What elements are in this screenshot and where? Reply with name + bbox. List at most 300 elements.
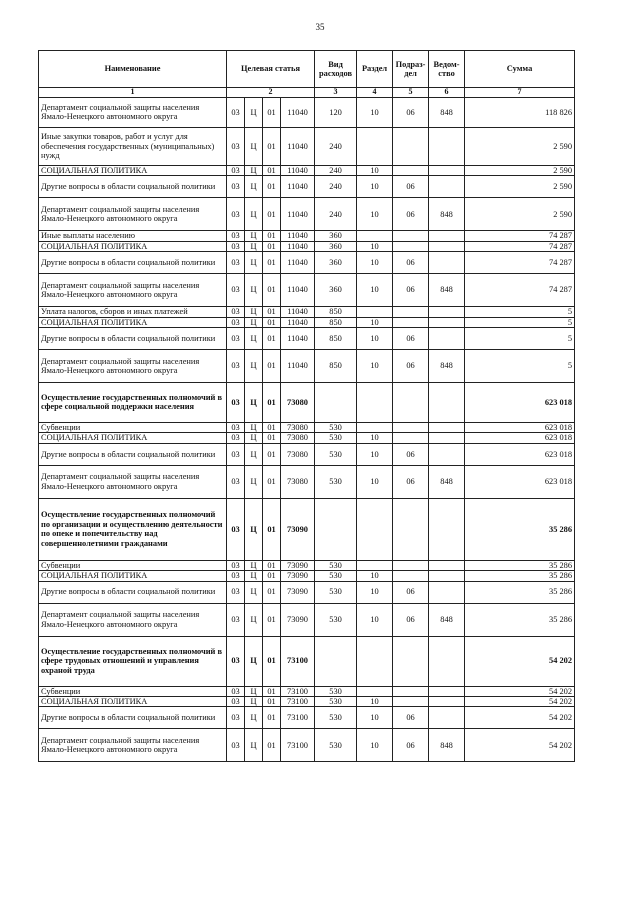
cell-target-letter: Ц [245,307,263,317]
cell-section: 10 [357,603,393,636]
cell-subsection: 06 [393,581,429,603]
cell-department [429,327,465,349]
cell-target-code: 11040 [281,252,315,274]
cell-department [429,231,465,241]
cell-target-subprogram: 01 [263,241,281,251]
header-department: Ведом-ство [429,51,465,88]
cell-target-program: 03 [227,176,245,198]
table-row [39,176,575,198]
cell-expense-type: 530 [315,697,357,707]
cell-target-code: 73090 [281,603,315,636]
cell-target-program: 03 [227,433,245,443]
cell-target-program: 03 [227,686,245,696]
cell-department [429,636,465,686]
cell-department [429,382,465,422]
cell-department: 848 [429,198,465,231]
cell-target-program: 03 [227,317,245,327]
header-name: Наименование [39,51,227,88]
cell-department [429,252,465,274]
cell-section [357,307,393,317]
cell-name: Другие вопросы в области социальной политики [39,581,227,603]
table-row [39,729,575,762]
cell-target-program: 03 [227,241,245,251]
budget-table [38,50,575,762]
cell-target-letter: Ц [245,697,263,707]
cell-target-code: 73080 [281,433,315,443]
cell-amount: 35 286 [465,560,575,570]
cell-subsection [393,241,429,251]
cell-target-program: 03 [227,307,245,317]
cell-name: Осуществление государственных полномочий в сфере социальной поддержки населения [39,382,227,422]
cell-target-letter: Ц [245,252,263,274]
cell-expense-type: 850 [315,349,357,382]
cell-target-code: 11040 [281,127,315,165]
cell-section: 10 [357,433,393,443]
cell-section [357,231,393,241]
cell-expense-type: 360 [315,231,357,241]
cell-target-subprogram: 01 [263,165,281,175]
cell-target-letter: Ц [245,97,263,127]
cell-subsection [393,307,429,317]
cell-amount: 74 287 [465,274,575,307]
cell-target-subprogram: 01 [263,274,281,307]
cell-target-letter: Ц [245,729,263,762]
cell-subsection: 06 [393,465,429,498]
table-row [39,443,575,465]
cell-amount: 35 286 [465,581,575,603]
header-expense-type: Вид расходов [315,51,357,88]
cell-target-code: 73100 [281,729,315,762]
cell-amount: 5 [465,317,575,327]
cell-expense-type: 850 [315,307,357,317]
cell-target-letter: Ц [245,127,263,165]
table-row [39,686,575,696]
cell-subsection: 06 [393,707,429,729]
cell-section: 10 [357,165,393,175]
column-number-row [39,88,575,98]
cell-target-program: 03 [227,707,245,729]
cell-target-code: 11040 [281,198,315,231]
table-row [39,581,575,603]
cell-name: Департамент социальной защиты населения Ямало-Ненецкого автономного округа [39,349,227,382]
cell-target-letter: Ц [245,231,263,241]
table-row [39,327,575,349]
cell-name: Другие вопросы в области социальной политики [39,252,227,274]
cell-amount: 74 287 [465,231,575,241]
cell-target-program: 03 [227,498,245,560]
table-row [39,127,575,165]
table-row [39,165,575,175]
cell-target-letter: Ц [245,443,263,465]
cell-section: 10 [357,729,393,762]
cell-name: СОЦИАЛЬНАЯ ПОЛИТИКА [39,317,227,327]
cell-department [429,307,465,317]
cell-target-program: 03 [227,349,245,382]
cell-subsection: 06 [393,603,429,636]
cell-target-code: 73080 [281,465,315,498]
cell-expense-type: 850 [315,317,357,327]
cell-section [357,686,393,696]
cell-expense-type: 360 [315,241,357,251]
cell-name: Департамент социальной защиты населения Ямало-Ненецкого автономного округа [39,97,227,127]
cell-subsection [393,317,429,327]
cell-section [357,636,393,686]
table-row [39,241,575,251]
table-row [39,560,575,570]
cell-expense-type: 360 [315,274,357,307]
cell-name: Другие вопросы в области социальной политики [39,707,227,729]
cell-subsection: 06 [393,97,429,127]
cell-target-subprogram: 01 [263,231,281,241]
cell-target-program: 03 [227,274,245,307]
cell-target-program: 03 [227,198,245,231]
cell-section: 10 [357,443,393,465]
cell-expense-type: 240 [315,165,357,175]
cell-section: 10 [357,241,393,251]
cell-department [429,581,465,603]
column-number: 7 [465,88,575,98]
cell-target-code: 11040 [281,307,315,317]
cell-target-program: 03 [227,252,245,274]
cell-target-letter: Ц [245,636,263,686]
cell-department [429,697,465,707]
cell-section: 10 [357,198,393,231]
cell-expense-type [315,382,357,422]
cell-expense-type: 240 [315,198,357,231]
cell-target-program: 03 [227,97,245,127]
table-row [39,636,575,686]
cell-subsection: 06 [393,176,429,198]
cell-target-program: 03 [227,571,245,581]
cell-target-letter: Ц [245,433,263,443]
cell-expense-type: 530 [315,465,357,498]
cell-target-letter: Ц [245,581,263,603]
cell-amount: 118 826 [465,97,575,127]
table-row [39,307,575,317]
cell-name: Иные закупки товаров, работ и услуг для обеспечения государственных (муниципальных) нужд [39,127,227,165]
column-number: 5 [393,88,429,98]
cell-target-program: 03 [227,327,245,349]
cell-target-code: 73090 [281,581,315,603]
cell-subsection: 06 [393,443,429,465]
cell-target-letter: Ц [245,198,263,231]
table-row [39,571,575,581]
header-amount: Сумма [465,51,575,88]
cell-section: 10 [357,571,393,581]
cell-target-letter: Ц [245,498,263,560]
cell-target-code: 11040 [281,165,315,175]
cell-target-code: 73100 [281,707,315,729]
cell-department [429,686,465,696]
cell-target-program: 03 [227,465,245,498]
cell-section: 10 [357,97,393,127]
cell-expense-type: 530 [315,443,357,465]
cell-target-code: 11040 [281,241,315,251]
cell-subsection [393,571,429,581]
cell-amount: 74 287 [465,241,575,251]
table-row [39,274,575,307]
table-row [39,707,575,729]
cell-subsection: 06 [393,327,429,349]
cell-target-letter: Ц [245,465,263,498]
cell-amount: 74 287 [465,252,575,274]
cell-target-code: 73100 [281,636,315,686]
cell-name: Другие вопросы в области социальной политики [39,327,227,349]
cell-target-subprogram: 01 [263,498,281,560]
table-row [39,317,575,327]
cell-amount: 5 [465,327,575,349]
cell-section [357,422,393,432]
cell-target-letter: Ц [245,382,263,422]
cell-subsection [393,498,429,560]
cell-section: 10 [357,697,393,707]
cell-target-code: 11040 [281,231,315,241]
cell-name: Департамент социальной защиты населения Ямало-Ненецкого автономного округа [39,729,227,762]
cell-name: Департамент социальной защиты населения Ямало-Ненецкого автономного округа [39,465,227,498]
cell-target-subprogram: 01 [263,327,281,349]
cell-section: 10 [357,176,393,198]
cell-name: Департамент социальной защиты населения Ямало-Ненецкого автономного округа [39,274,227,307]
cell-expense-type [315,636,357,686]
cell-expense-type: 850 [315,327,357,349]
cell-subsection [393,697,429,707]
column-number: 1 [39,88,227,98]
cell-target-subprogram: 01 [263,560,281,570]
cell-target-subprogram: 01 [263,603,281,636]
cell-section: 10 [357,581,393,603]
cell-target-code: 73090 [281,560,315,570]
cell-amount: 54 202 [465,686,575,696]
cell-amount: 5 [465,307,575,317]
cell-target-subprogram: 01 [263,581,281,603]
cell-department [429,560,465,570]
cell-name: Субвенции [39,686,227,696]
table-row [39,603,575,636]
cell-target-code: 73080 [281,443,315,465]
column-number: 2 [227,88,315,98]
cell-department [429,498,465,560]
cell-name: Осуществление государственных полномочий в сфере трудовых отношений и управления охраной труда [39,636,227,686]
cell-department: 848 [429,465,465,498]
cell-amount: 623 018 [465,382,575,422]
cell-subsection [393,231,429,241]
cell-target-program: 03 [227,127,245,165]
cell-subsection [393,165,429,175]
header-section: Раздел [357,51,393,88]
cell-name: СОЦИАЛЬНАЯ ПОЛИТИКА [39,241,227,251]
cell-department [429,571,465,581]
cell-department: 848 [429,97,465,127]
cell-target-letter: Ц [245,241,263,251]
table-row [39,465,575,498]
cell-department [429,176,465,198]
cell-name: Другие вопросы в области социальной политики [39,176,227,198]
cell-target-subprogram: 01 [263,571,281,581]
cell-target-code: 73090 [281,571,315,581]
cell-amount: 54 202 [465,729,575,762]
cell-target-program: 03 [227,443,245,465]
cell-target-code: 11040 [281,349,315,382]
cell-department: 848 [429,603,465,636]
cell-target-subprogram: 01 [263,252,281,274]
table-row [39,97,575,127]
cell-expense-type: 530 [315,560,357,570]
cell-subsection [393,636,429,686]
cell-target-program: 03 [227,636,245,686]
cell-amount: 623 018 [465,443,575,465]
cell-subsection [393,422,429,432]
cell-target-program: 03 [227,729,245,762]
cell-department: 848 [429,729,465,762]
cell-target-letter: Ц [245,176,263,198]
cell-section: 10 [357,252,393,274]
table-row [39,198,575,231]
cell-subsection: 06 [393,252,429,274]
cell-amount: 623 018 [465,465,575,498]
cell-target-program: 03 [227,697,245,707]
cell-target-code: 73100 [281,697,315,707]
cell-target-letter: Ц [245,349,263,382]
cell-department [429,433,465,443]
cell-name: Иные выплаты населению [39,231,227,241]
cell-target-program: 03 [227,603,245,636]
cell-amount: 623 018 [465,433,575,443]
cell-expense-type [315,498,357,560]
cell-target-letter: Ц [245,165,263,175]
header-row [39,51,575,88]
cell-target-subprogram: 01 [263,636,281,686]
cell-expense-type: 530 [315,707,357,729]
cell-section [357,498,393,560]
cell-section: 10 [357,349,393,382]
cell-target-code: 11040 [281,327,315,349]
cell-target-letter: Ц [245,560,263,570]
cell-expense-type: 530 [315,729,357,762]
column-number: 6 [429,88,465,98]
table-row [39,498,575,560]
cell-target-code: 73100 [281,686,315,696]
cell-target-code: 73090 [281,498,315,560]
cell-department [429,422,465,432]
cell-amount: 54 202 [465,697,575,707]
cell-subsection [393,560,429,570]
cell-target-subprogram: 01 [263,307,281,317]
cell-expense-type: 120 [315,97,357,127]
cell-target-subprogram: 01 [263,382,281,422]
cell-target-program: 03 [227,231,245,241]
table-body [39,97,575,761]
table-row [39,349,575,382]
cell-amount: 35 286 [465,571,575,581]
cell-target-subprogram: 01 [263,349,281,382]
cell-section: 10 [357,465,393,498]
cell-target-subprogram: 01 [263,198,281,231]
table-row [39,231,575,241]
cell-target-letter: Ц [245,686,263,696]
column-number: 4 [357,88,393,98]
cell-section: 10 [357,707,393,729]
cell-amount: 2 590 [465,176,575,198]
cell-subsection [393,686,429,696]
cell-name: Осуществление государственных полномочий по организации и осуществлению деятельности по опеке и попечительству над совершеннолетними гражданами [39,498,227,560]
cell-target-program: 03 [227,165,245,175]
cell-amount: 623 018 [465,422,575,432]
cell-department: 848 [429,274,465,307]
cell-subsection [393,382,429,422]
cell-target-subprogram: 01 [263,127,281,165]
cell-section: 10 [357,317,393,327]
cell-expense-type: 530 [315,603,357,636]
cell-expense-type: 360 [315,252,357,274]
table-row [39,382,575,422]
cell-name: Уплата налогов, сборов и иных платежей [39,307,227,317]
cell-target-letter: Ц [245,274,263,307]
cell-target-subprogram: 01 [263,317,281,327]
cell-amount: 35 286 [465,498,575,560]
cell-name: Субвенции [39,422,227,432]
cell-target-code: 73080 [281,422,315,432]
cell-target-subprogram: 01 [263,422,281,432]
header-target: Целевая статья [227,51,315,88]
table-row [39,252,575,274]
cell-name: СОЦИАЛЬНАЯ ПОЛИТИКА [39,165,227,175]
table-row [39,422,575,432]
cell-target-subprogram: 01 [263,443,281,465]
cell-expense-type: 240 [315,176,357,198]
cell-amount: 35 286 [465,603,575,636]
cell-target-subprogram: 01 [263,97,281,127]
page-number: 35 [315,22,325,32]
cell-amount: 5 [465,349,575,382]
cell-expense-type: 530 [315,571,357,581]
cell-target-subprogram: 01 [263,686,281,696]
cell-amount: 2 590 [465,165,575,175]
cell-department [429,241,465,251]
cell-target-subprogram: 01 [263,176,281,198]
cell-name: СОЦИАЛЬНАЯ ПОЛИТИКА [39,433,227,443]
cell-subsection [393,127,429,165]
cell-department [429,443,465,465]
cell-name: СОЦИАЛЬНАЯ ПОЛИТИКА [39,571,227,581]
cell-target-program: 03 [227,422,245,432]
cell-target-subprogram: 01 [263,697,281,707]
cell-target-code: 11040 [281,317,315,327]
cell-target-program: 03 [227,382,245,422]
cell-department [429,707,465,729]
cell-department [429,127,465,165]
cell-target-letter: Ц [245,707,263,729]
cell-section: 10 [357,274,393,307]
cell-name: Субвенции [39,560,227,570]
cell-target-letter: Ц [245,317,263,327]
cell-section [357,560,393,570]
cell-expense-type: 530 [315,422,357,432]
cell-target-subprogram: 01 [263,465,281,498]
header-subsection: Подраз-дел [393,51,429,88]
column-number: 3 [315,88,357,98]
cell-name: Департамент социальной защиты населения Ямало-Ненецкого автономного округа [39,198,227,231]
cell-target-code: 11040 [281,274,315,307]
cell-target-program: 03 [227,560,245,570]
cell-target-letter: Ц [245,422,263,432]
cell-target-program: 03 [227,581,245,603]
cell-expense-type: 530 [315,686,357,696]
cell-subsection: 06 [393,274,429,307]
cell-section [357,382,393,422]
cell-target-code: 73080 [281,382,315,422]
cell-subsection [393,433,429,443]
cell-target-letter: Ц [245,327,263,349]
